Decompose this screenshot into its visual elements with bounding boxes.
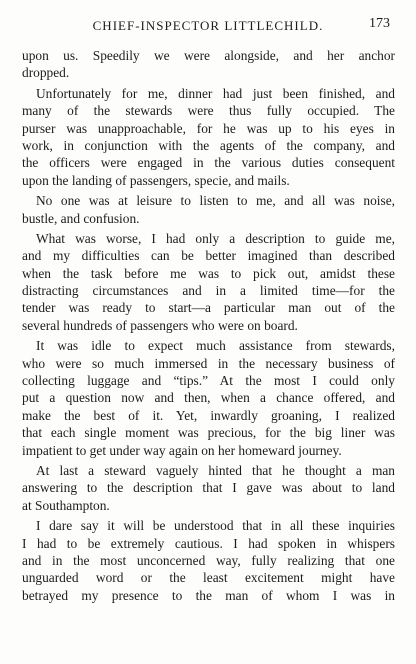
- text-line: several hundreds of passengers who were on board.: [22, 317, 298, 333]
- body-text: [22, 47, 395, 604]
- running-title: CHIEF-INSPECTOR LITTLECHILD.: [92, 18, 324, 33]
- page-number: 173: [369, 16, 390, 31]
- text-line: who were so much immersed in the necessary business of: [22, 355, 395, 371]
- text-line: that each single moment was precious, for the big liner was: [22, 425, 395, 441]
- text-line: Unfortunately for me, dinner had just been finished, and: [36, 85, 395, 101]
- text-line: No one was at leisure to listen to me, and all was noise,: [36, 193, 395, 209]
- paragraph: [22, 230, 395, 334]
- text-line: distracting circumstances and in a limited time—for the: [22, 283, 395, 299]
- paragraph: [22, 85, 395, 189]
- text-line: unguarded word or the least excitement might have: [22, 570, 395, 586]
- text-line: upon us. Speedily we were alongside, and her anchor: [22, 48, 395, 63]
- text-line: upon the landing of passengers, specie, and mails.: [22, 172, 290, 188]
- text-line: purser was unapproachable, for he was up to his eyes in: [22, 120, 395, 136]
- text-line: At last a steward vaguely hinted that he thought a man: [36, 462, 395, 478]
- text-line: and in the most unconcerned way, fully realizing that one: [22, 552, 395, 568]
- text-line: answering to the description that I gave was about to land: [22, 480, 395, 496]
- text-line: impatient to get under way again on her homeward journey.: [22, 442, 342, 458]
- text-line: tender was ready to start—a particular man out of the: [22, 300, 395, 316]
- text-line: collecting luggage and “tips.” At the most I could only: [22, 373, 395, 389]
- text-line: when the task before me was to pick out, amidst these: [22, 265, 395, 281]
- text-line: I dare say it will be understood that in all these inquiries: [36, 518, 395, 534]
- text-line: betrayed my presence to the man of whom I was in: [22, 587, 395, 603]
- text-line: and my difficulties can be better imagined than described: [22, 248, 395, 264]
- paragraph: [22, 462, 395, 514]
- paragraph: [22, 192, 395, 227]
- text-line: make the best of it. Yet, inwardly groaning, I realized: [22, 407, 395, 423]
- running-head: [22, 18, 394, 38]
- text-line: What was worse, I had only a description to guide me,: [36, 230, 395, 246]
- text-line: work, in conjunction with the agents of the company, and: [22, 137, 395, 153]
- text-line: many of the stewards were thus fully occupied. The: [22, 103, 395, 119]
- text-line: dropped.: [22, 65, 70, 81]
- paragraph: [22, 47, 395, 82]
- paragraph: [22, 337, 395, 459]
- text-line: the officers were engaged in the various duties consequent: [22, 155, 395, 171]
- paragraph: [22, 517, 395, 604]
- text-line: I had to be extremely cautious. I had spoken in whispers: [22, 535, 395, 551]
- text-line: at Southampton.: [22, 497, 110, 513]
- text-line: put a question now and then, when a chance offered, and: [22, 390, 395, 406]
- text-line: It was idle to expect much assistance from stewards,: [36, 338, 395, 354]
- text-line: bustle, and confusion.: [22, 210, 140, 226]
